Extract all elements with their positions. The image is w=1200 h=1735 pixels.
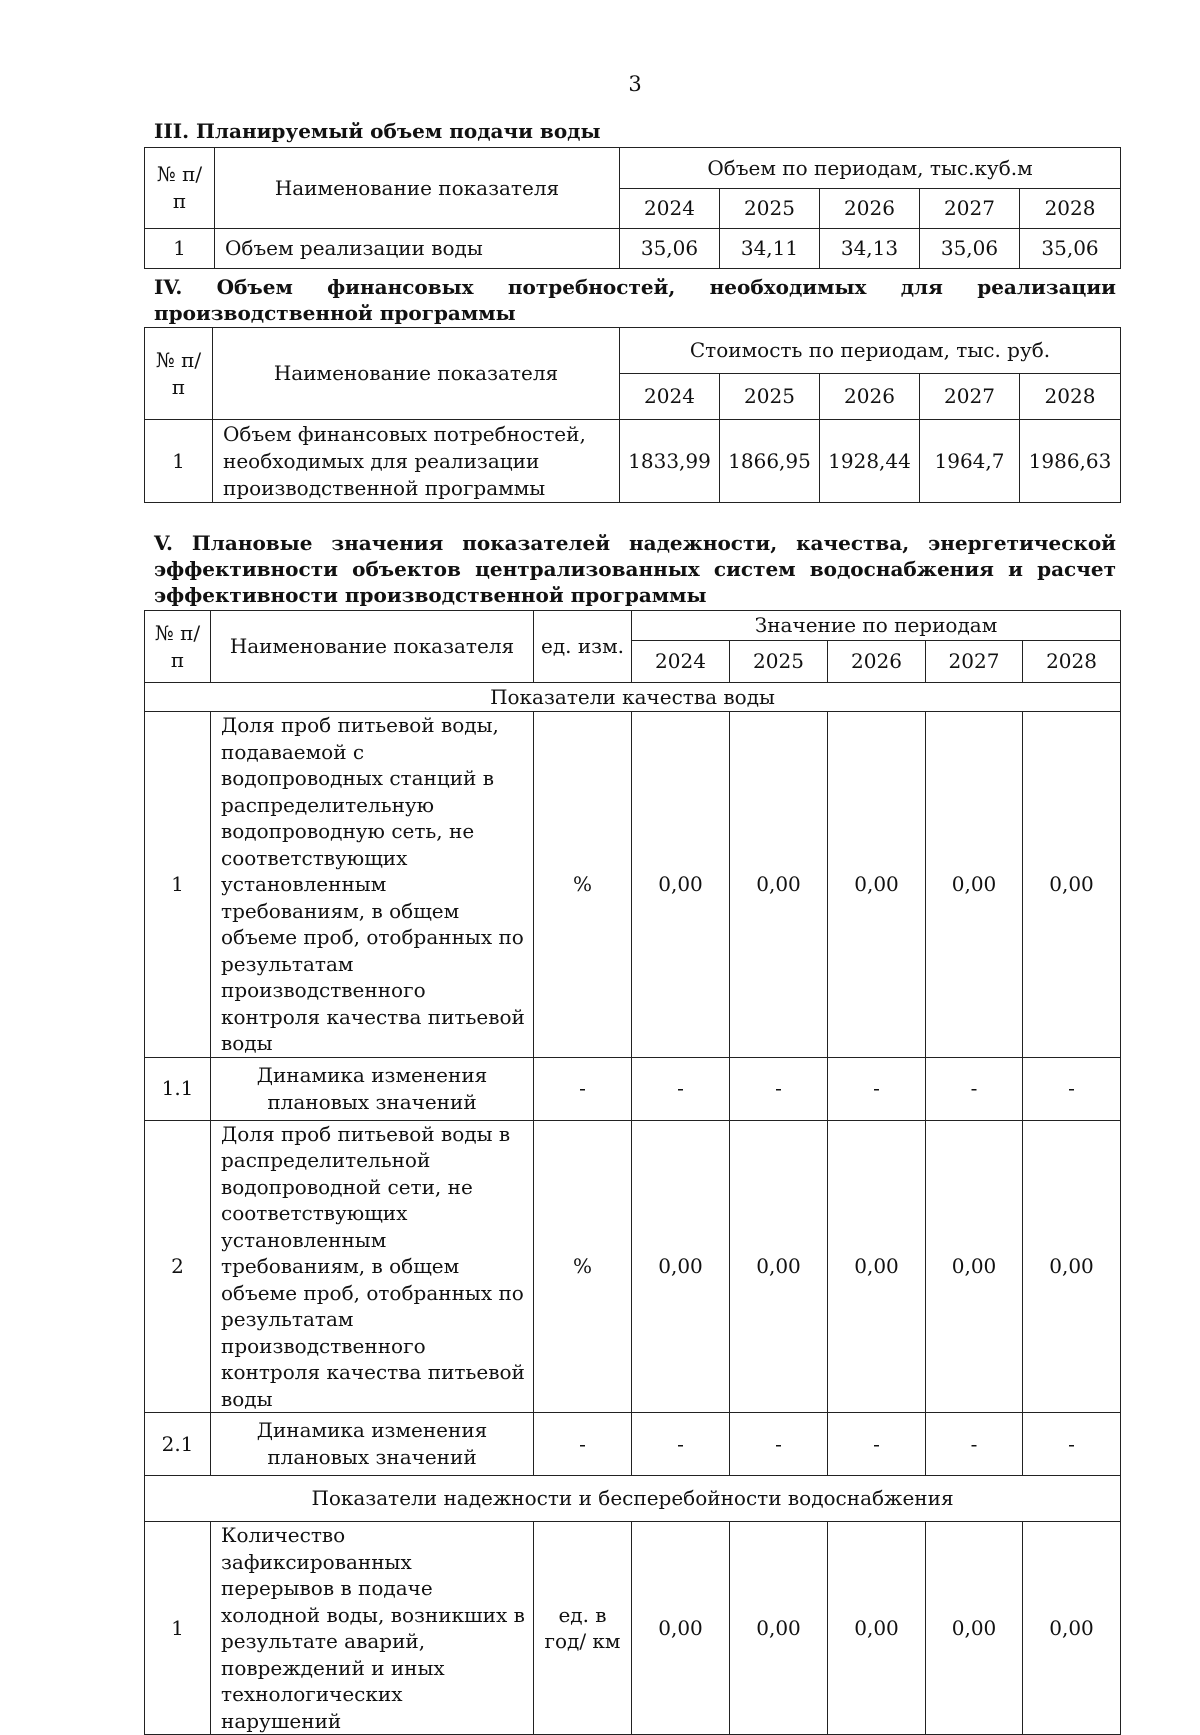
row-name: Доля проб питьевой воды в распределительной водопроводной сети, не соответствующих установленным требованиям, в общем объеме проб, отобранных по результатам производственного контроля качества питьевой воды <box>211 1120 534 1413</box>
column-header-period-group: Объем по периодам, тыс.куб.м <box>620 148 1121 189</box>
column-header-unit: ед. изм. <box>534 611 632 683</box>
row-value: 0,00 <box>828 1120 926 1413</box>
year-header: 2024 <box>620 189 720 229</box>
row-value: 1833,99 <box>620 420 720 503</box>
table-row <box>145 1120 1121 1413</box>
row-value: - <box>828 1057 926 1120</box>
section3-heading: III. Планируемый объем подачи воды <box>154 119 601 143</box>
column-header-number: № п/п <box>145 148 215 229</box>
row-value: 0,00 <box>926 1120 1023 1413</box>
row-value: 0,00 <box>1023 1522 1121 1735</box>
row-value: 0,00 <box>926 1522 1023 1735</box>
column-header-name: Наименование показателя <box>213 328 620 420</box>
row-value: 1866,95 <box>720 420 820 503</box>
year-header: 2027 <box>920 189 1020 229</box>
row-unit: - <box>534 1057 632 1120</box>
row-number: 1.1 <box>145 1057 211 1120</box>
year-header: 2026 <box>820 189 920 229</box>
row-name: Доля проб питьевой воды, подаваемой с водопроводных станций в распределительную водопроводную сеть, не соответствующих установленным требованиям, в общем объеме проб, отобранных по результатам производственного контроля качества питьевой воды <box>211 712 534 1058</box>
row-value: 34,13 <box>820 229 920 269</box>
row-value: 35,06 <box>1020 229 1121 269</box>
financial-needs-table <box>144 327 1121 503</box>
row-number: 2 <box>145 1120 211 1413</box>
row-value: 35,06 <box>920 229 1020 269</box>
row-unit: - <box>534 1413 632 1476</box>
row-value: 0,00 <box>632 1522 730 1735</box>
column-header-number: № п/п <box>145 611 211 683</box>
row-unit: ед. в год/ км <box>534 1522 632 1735</box>
row-value: - <box>926 1057 1023 1120</box>
table-row <box>145 229 1121 269</box>
row-value: - <box>632 1057 730 1120</box>
row-value: 0,00 <box>730 1522 828 1735</box>
supply-volume-table <box>144 147 1121 269</box>
row-value: - <box>730 1413 828 1476</box>
row-value: - <box>926 1413 1023 1476</box>
group-header-water-quality: Показатели качества воды <box>145 683 1121 712</box>
column-header-period-group: Значение по периодам <box>632 611 1121 641</box>
section4-heading: IV. Объем финансовых потребностей, необходимых для реализации производственной программы <box>154 275 1116 325</box>
row-unit: % <box>534 1120 632 1413</box>
year-header: 2027 <box>926 641 1023 683</box>
row-value: 34,11 <box>720 229 820 269</box>
table-row <box>145 712 1121 1058</box>
year-header: 2025 <box>730 641 828 683</box>
row-value: - <box>1023 1057 1121 1120</box>
year-header: 2024 <box>632 641 730 683</box>
row-value: - <box>828 1413 926 1476</box>
table-row <box>145 420 1121 503</box>
year-header: 2028 <box>1020 374 1121 420</box>
row-unit: % <box>534 712 632 1058</box>
row-value: 0,00 <box>1023 712 1121 1058</box>
year-header: 2028 <box>1023 641 1121 683</box>
year-header: 2026 <box>820 374 920 420</box>
year-header: 2025 <box>720 374 820 420</box>
column-header-period-group: Стоимость по периодам, тыс. руб. <box>620 328 1121 374</box>
table-row <box>145 1057 1121 1120</box>
row-number: 1 <box>145 712 211 1058</box>
column-header-number: № п/п <box>145 328 213 420</box>
indicators-table <box>144 610 1121 1735</box>
column-header-name: Наименование показателя <box>215 148 620 229</box>
group-header-reliability: Показатели надежности и бесперебойности водоснабжения <box>145 1476 1121 1522</box>
table-row <box>145 1413 1121 1476</box>
row-value: 0,00 <box>632 1120 730 1413</box>
section5-heading: V. Плановые значения показателей надежности, качества, энергетической эффективности объектов централизованных систем водоснабжения и расчет эффективности производственной программы <box>154 531 1116 607</box>
row-value: 0,00 <box>926 712 1023 1058</box>
year-header: 2024 <box>620 374 720 420</box>
row-value: 35,06 <box>620 229 720 269</box>
year-header: 2026 <box>828 641 926 683</box>
row-number: 1 <box>145 420 213 503</box>
year-header: 2027 <box>920 374 1020 420</box>
row-value: 1928,44 <box>820 420 920 503</box>
row-value: 0,00 <box>1023 1120 1121 1413</box>
row-value: - <box>730 1057 828 1120</box>
table-row <box>145 1522 1121 1735</box>
column-header-name: Наименование показателя <box>211 611 534 683</box>
row-number: 1 <box>145 229 215 269</box>
row-name: Объем реализации воды <box>215 229 620 269</box>
row-number: 1 <box>145 1522 211 1735</box>
row-value: 0,00 <box>828 1522 926 1735</box>
row-value: 0,00 <box>730 712 828 1058</box>
page-number: 3 <box>628 72 642 96</box>
row-name: Динамика изменения плановых значений <box>211 1413 534 1476</box>
year-header: 2025 <box>720 189 820 229</box>
row-number: 2.1 <box>145 1413 211 1476</box>
row-value: - <box>632 1413 730 1476</box>
row-name: Количество зафиксированных перерывов в подаче холодной воды, возникших в результате аварий, повреждений и иных технологических нарушений <box>211 1522 534 1735</box>
row-value: 0,00 <box>632 712 730 1058</box>
row-value: - <box>1023 1413 1121 1476</box>
row-name: Динамика изменения плановых значений <box>211 1057 534 1120</box>
row-value: 1964,7 <box>920 420 1020 503</box>
year-header: 2028 <box>1020 189 1121 229</box>
row-value: 0,00 <box>730 1120 828 1413</box>
row-name: Объем финансовых потребностей, необходимых для реализации производственной программы <box>213 420 620 503</box>
row-value: 0,00 <box>828 712 926 1058</box>
row-value: 1986,63 <box>1020 420 1121 503</box>
